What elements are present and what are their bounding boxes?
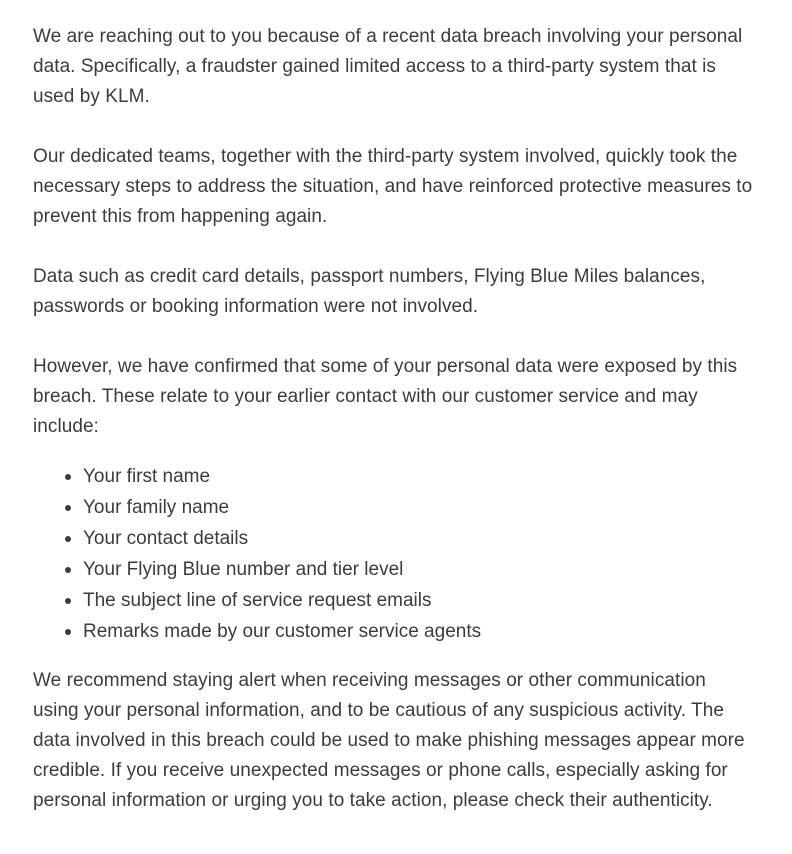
list-item-text: The subject line of service request emails <box>83 590 432 611</box>
exposed-data-list <box>33 461 753 647</box>
list-item-text: Your first name <box>83 466 211 487</box>
exposed-data-paragraph: However, we have confirmed that some of your personal data were exposed by this breach. These relate to your earlier contact with our customer service and may include: <box>33 356 738 437</box>
list-item <box>63 461 753 492</box>
list-item-text: Your Flying Blue number and tier level <box>83 559 404 580</box>
list-item <box>63 523 753 554</box>
bullet-icon <box>65 536 71 542</box>
list-item <box>63 616 753 647</box>
list-item-text: Your family name <box>83 497 230 518</box>
list-item-text: Remarks made by our customer service agents <box>83 621 482 642</box>
response-paragraph: Our dedicated teams, together with the third-party system involved, quickly took the necessary steps to address the situation, and have reinforced protective measures to prevent this from happening again. <box>33 146 753 227</box>
unaffected-data-paragraph: Data such as credit card details, passport numbers, Flying Blue Miles balances, passwords or booking information were not involved. <box>33 266 706 317</box>
bullet-icon <box>65 505 71 511</box>
bullet-icon <box>65 598 71 604</box>
bullet-icon <box>65 629 71 635</box>
list-item-text: Your contact details <box>83 528 249 549</box>
bullet-icon <box>65 567 71 573</box>
list-item <box>63 585 753 616</box>
intro-paragraph: We are reaching out to you because of a recent data breach involving your personal data. Specifically, a fraudster gained limited access to a third-party system that is used by KLM. <box>33 26 743 107</box>
bullet-icon <box>65 474 71 480</box>
list-item <box>63 554 753 585</box>
recommendation-paragraph: We recommend staying alert when receiving messages or other communication using your personal information, and to be cautious of any suspicious activity. The data involved in this breach could be used to make phishing messages appear more credible. If you receive unexpected messages or phone calls, especially asking for personal information or urging you to take action, please check their authenticity. <box>33 670 745 811</box>
list-item <box>63 492 753 523</box>
